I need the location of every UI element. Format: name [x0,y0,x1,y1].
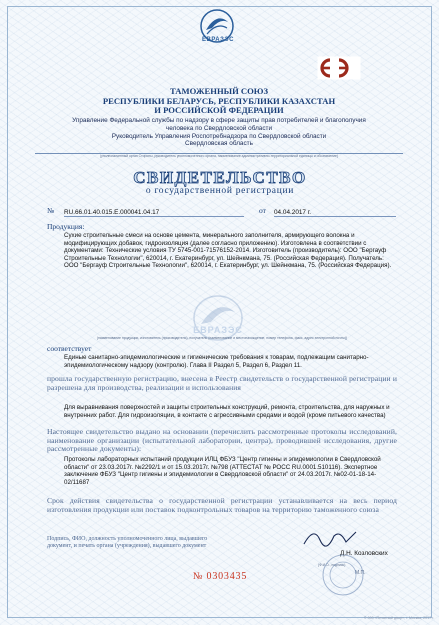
usage-scope: Для выравнивания поверхностей и защиты строительных конструкций, ремонта, строительства, для наружных и внутренних работ. Для гидроизоляции, в контакте с агрессивными средами и водой (кроме питьевого качества) [64,404,390,419]
signature-label: Подпись, ФИО, должность уполномоченного лица, выдавшего документ, и печать органа (учреждения), выдавшего документ [47,536,208,549]
watermark-emblem-icon [175,292,261,352]
eac-mark-icon [317,56,361,80]
signatory-name: Д.Н. Козловских [340,550,388,557]
validity-statement: Срок действия свидетельства о государственной регистрации устанавливается на весь период изготовления продукции или поставок подконтрольных товаров на территорию таможенного союза [47,496,397,514]
authority-line-2: человека по Свердловской области [165,124,273,132]
issuing-authority [40,117,398,148]
union-heading [60,87,378,116]
union-line-3: И РОССИЙСКОЙ ФЕДЕРАЦИИ [154,105,284,115]
compliance-label: соответствует [47,344,92,353]
certificate-title: СВИДЕТЕЛЬСТВО [133,168,307,187]
basis-label: Настоящее свидетельство выдано на основании (перечислить рассмотренные протоколы исследований, наименование организации (испытательной лаборатории, центра), проводившей исследования, другие рассмотренные документы): [47,427,397,454]
printer-footer: © 000 «Печатный двор», г. Москва, 2017 г. [363,616,434,620]
eac-mark [317,56,361,80]
union-line-1: ТАМОЖЕННЫЙ СОЮЗ [169,86,269,96]
date-label: от [259,206,266,215]
watermark-text: ЕВРАЗЭС [193,325,243,335]
certificate-subtitle: о государственной регистрации [145,186,295,196]
official-stamp-icon [320,552,366,598]
product-note: (наименование продукции, изготовитель (производитель), получатель (наименование и местонахождение, номер телефона, факс, адрес электронной почты)) [96,336,348,340]
certificate-date: 04.04.2017 г. [274,209,396,217]
basis-documents: Протоколы лабораторных испытаний продукции ИЛЦ ФБУЗ "Центр гигиены и эпидемиологии в Свердловской области" от 23.03.2017г. №2292/1 и от 15.03.2017г. №798 (АТТЕСТАТ № РОСС RU.0001.510116). Экспертное заключение ФБУЗ "Центр гигиены и эпидемиологии в Свердловской области" от 24.03.2017г. №02-01-18-14-02/11687 [64,456,381,486]
signature-icon [300,522,360,552]
stamp-label: М.П. [355,570,366,576]
number-label: № [47,206,55,215]
product-label: Продукция: [47,222,85,231]
authority-note: (уполномоченный орган Стороны, руководитель уполномоченного органа, наименование административно-территориальной единицы и обозначение) [99,154,339,158]
authority-line-4: Свердловская область [185,140,253,148]
authority-line-3: Руководитель Управления Роспотребнадзора по Свердловской области [111,132,327,140]
emblem-label: ЕВРАЗЭС [201,37,234,43]
certificate-number: RU.66.01.40.015.Е.000041.04.17 [64,209,244,217]
registry-statement: прошла государственную регистрацию, внесена в Реестр свидетельств о государственной регистрации и разрешена для производства, реализации и использования [47,374,397,392]
signature-note: (Ф.И.О., подпись) [318,563,346,567]
authority-line-1: Управление Федеральной службы по надзору в сфере защиты прав потребителей и благополучия [72,117,366,124]
compliance-text: Единые санитарно-эпидемиологические и гигиенические требования к товарам, подлежащим санитарно-эпидемиологическому надзору (контролю). Глава II Раздел 5, Раздел 6, Раздел 11. [64,354,369,369]
union-line-2: РЕСПУБЛИКИ БЕЛАРУСЬ, РЕСПУБЛИКИ КАЗАХСТАН [102,95,336,106]
serial-number: № 0303435 [192,571,248,582]
product-description: Сухие строительные смеси на основе цемента, минерального заполнителя, армирующего волокна и модифицирующих добавок, гидроизоляция (далее согласно приложению). Изготовлена в соответствии с документами: Технические условия ТУ 5745-001-71576152-2014. Изготовитель (производитель): ООО "Бергауф Строительные Технологии", 620014, г. Екатеринбург, ул. Шейнкмана, 75. (Российская Федерация). Получатель: ООО "Бергауф Строительные Технологии", 620014, г. Екатеринбург, ул. Шейнкмана, 75. (Российская Федерация). [64,232,392,270]
